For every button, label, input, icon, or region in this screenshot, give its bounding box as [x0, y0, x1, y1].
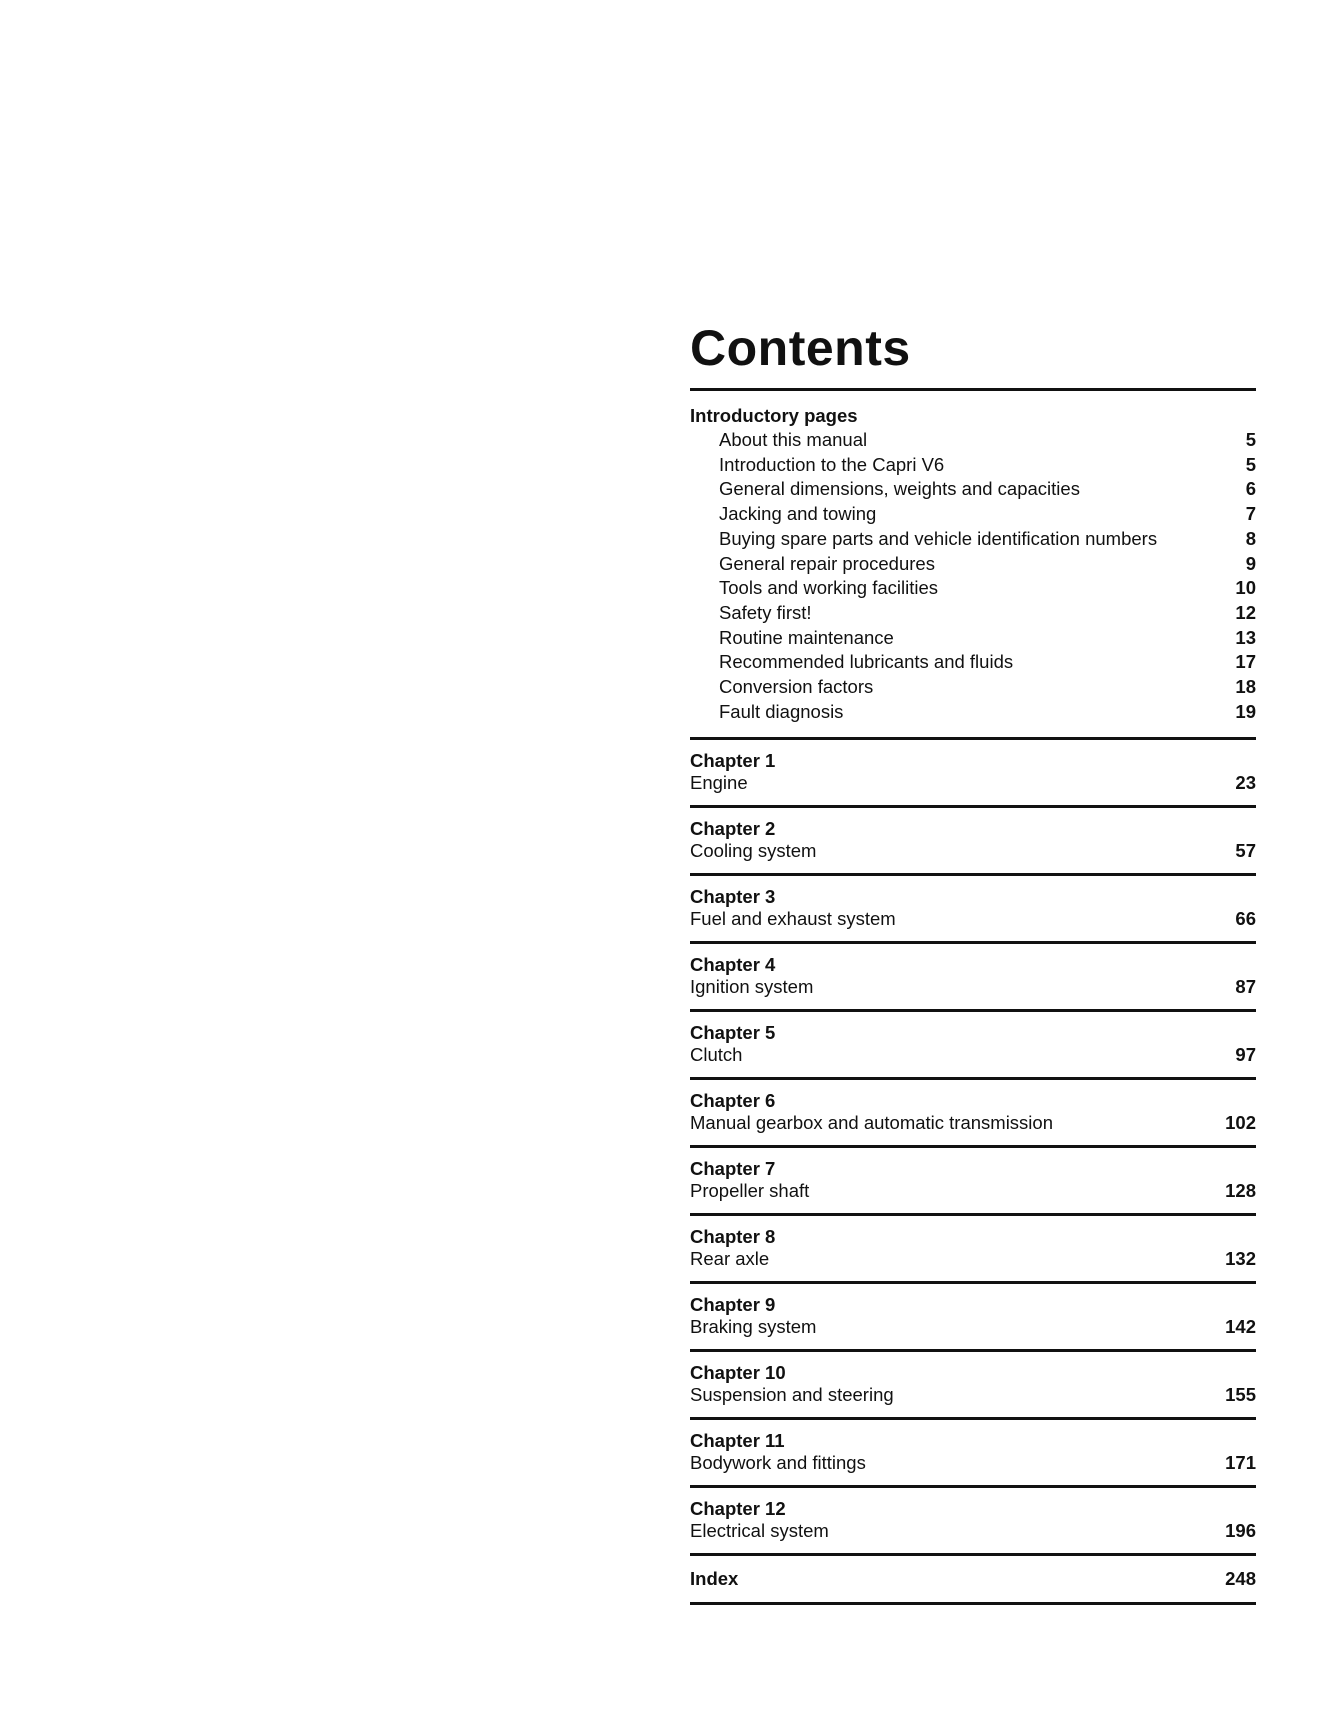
entry-label: General dimensions, weights and capacities [719, 478, 1080, 500]
chapter-row [690, 1316, 1256, 1338]
chapter-label: Propeller shaft [690, 1180, 810, 1202]
chapter-title: Chapter 8 [690, 1226, 776, 1248]
chapter-title: Chapter 5 [690, 1022, 776, 1044]
chapter-label: Fuel and exhaust system [690, 908, 896, 930]
entry-page: 7 [1245, 503, 1256, 525]
intro-entry[interactable] [690, 453, 1256, 478]
intro-heading: Introductory pages [690, 405, 858, 426]
entry-label: Recommended lubricants and fluids [719, 651, 1014, 673]
entry-page: 13 [1235, 626, 1256, 648]
chapter-entry[interactable] [690, 1352, 1256, 1417]
chapter-page: 155 [1225, 1384, 1256, 1406]
chapter-label: Engine [690, 772, 748, 794]
chapter-entry[interactable] [690, 876, 1256, 941]
chapter-title: Chapter 9 [690, 1294, 776, 1316]
entry-page: 17 [1235, 651, 1256, 673]
intro-entry[interactable] [690, 675, 1256, 700]
intro-entry[interactable] [690, 601, 1256, 626]
entry-label: Jacking and towing [719, 503, 877, 525]
chapter-page: 132 [1225, 1248, 1256, 1270]
intro-list [690, 428, 1256, 724]
chapter-entry[interactable] [690, 1420, 1256, 1485]
entry-label: General repair procedures [719, 552, 935, 574]
entry-label: Fault diagnosis [719, 700, 844, 722]
chapter-page: 196 [1225, 1520, 1256, 1542]
chapter-label: Manual gearbox and automatic transmission [690, 1112, 1053, 1134]
chapter-label: Clutch [690, 1044, 743, 1066]
intro-entry[interactable] [690, 650, 1256, 675]
chapter-entry[interactable] [690, 1148, 1256, 1213]
chapter-entry[interactable] [690, 1012, 1256, 1077]
chapter-label: Braking system [690, 1316, 817, 1338]
chapter-title: Chapter 7 [690, 1158, 776, 1180]
intro-entry[interactable] [690, 700, 1256, 725]
chapter-row [690, 840, 1256, 862]
entry-label: Buying spare parts and vehicle identification numbers [719, 527, 1158, 549]
chapter-title: Chapter 12 [690, 1498, 786, 1520]
chapter-title: Chapter 2 [690, 818, 776, 840]
entry-page: 19 [1235, 700, 1256, 722]
chapter-page: 171 [1225, 1452, 1256, 1474]
chapter-row [690, 1112, 1256, 1134]
chapter-row [690, 1520, 1256, 1542]
intro-section [690, 391, 1256, 737]
divider [690, 1602, 1256, 1605]
entry-page: 9 [1245, 552, 1256, 574]
chapter-row [690, 976, 1256, 998]
chapter-title: Chapter 6 [690, 1090, 776, 1112]
table-of-contents [690, 318, 1256, 1605]
chapter-row [690, 772, 1256, 794]
chapter-label: Electrical system [690, 1520, 829, 1542]
intro-entry[interactable] [690, 626, 1256, 651]
index-label: Index [690, 1568, 739, 1590]
entry-page: 8 [1245, 527, 1256, 549]
entry-label: Conversion factors [719, 676, 874, 698]
chapter-entry[interactable] [690, 808, 1256, 873]
chapter-page: 23 [1235, 772, 1256, 794]
chapter-title: Chapter 3 [690, 886, 776, 908]
index-page: 248 [1225, 1568, 1256, 1590]
chapter-entry[interactable] [690, 944, 1256, 1009]
entry-page: 5 [1245, 453, 1256, 475]
entry-label: Introduction to the Capri V6 [719, 453, 945, 475]
chapter-label: Cooling system [690, 840, 817, 862]
chapter-label: Ignition system [690, 976, 814, 998]
entry-page: 6 [1245, 478, 1256, 500]
chapter-page: 142 [1225, 1316, 1256, 1338]
entry-label: Tools and working facilities [719, 577, 939, 599]
chapter-label: Bodywork and fittings [690, 1452, 866, 1474]
chapter-title: Chapter 1 [690, 750, 776, 772]
page-title: Contents [690, 320, 911, 376]
chapter-page: 66 [1235, 908, 1256, 930]
chapter-page: 128 [1225, 1180, 1256, 1202]
chapter-page: 102 [1225, 1112, 1256, 1134]
entry-page: 10 [1235, 577, 1256, 599]
chapter-row [690, 908, 1256, 930]
chapter-row [690, 1248, 1256, 1270]
chapter-entry[interactable] [690, 1080, 1256, 1145]
chapter-page: 97 [1235, 1044, 1256, 1066]
chapter-page: 57 [1235, 840, 1256, 862]
chapter-title: Chapter 10 [690, 1362, 786, 1384]
intro-entry[interactable] [690, 502, 1256, 527]
chapter-row [690, 1180, 1256, 1202]
chapter-title: Chapter 11 [690, 1430, 785, 1452]
chapter-label: Rear axle [690, 1248, 770, 1270]
chapter-row [690, 1452, 1256, 1474]
intro-entry[interactable] [690, 527, 1256, 552]
intro-entry[interactable] [690, 552, 1256, 577]
entry-label: Safety first! [719, 601, 812, 623]
entry-label: About this manual [719, 429, 868, 450]
entry-page: 18 [1235, 676, 1256, 698]
chapter-title: Chapter 4 [690, 954, 776, 976]
entry-page: 5 [1245, 429, 1256, 450]
intro-entry[interactable] [690, 428, 1256, 453]
intro-entry[interactable] [690, 576, 1256, 601]
chapter-row [690, 1384, 1256, 1406]
chapter-row [690, 1044, 1256, 1066]
index-entry[interactable] [690, 1556, 1256, 1602]
chapter-page: 87 [1235, 976, 1256, 998]
chapter-entry[interactable] [690, 1488, 1256, 1553]
intro-entry[interactable] [690, 477, 1256, 502]
chapter-entry[interactable] [690, 740, 1256, 805]
chapter-entry[interactable] [690, 1284, 1256, 1349]
chapter-entry[interactable] [690, 1216, 1256, 1281]
chapter-label: Suspension and steering [690, 1384, 894, 1406]
entry-label: Routine maintenance [719, 626, 894, 648]
chapter-list [690, 737, 1256, 1553]
entry-page: 12 [1235, 601, 1256, 623]
